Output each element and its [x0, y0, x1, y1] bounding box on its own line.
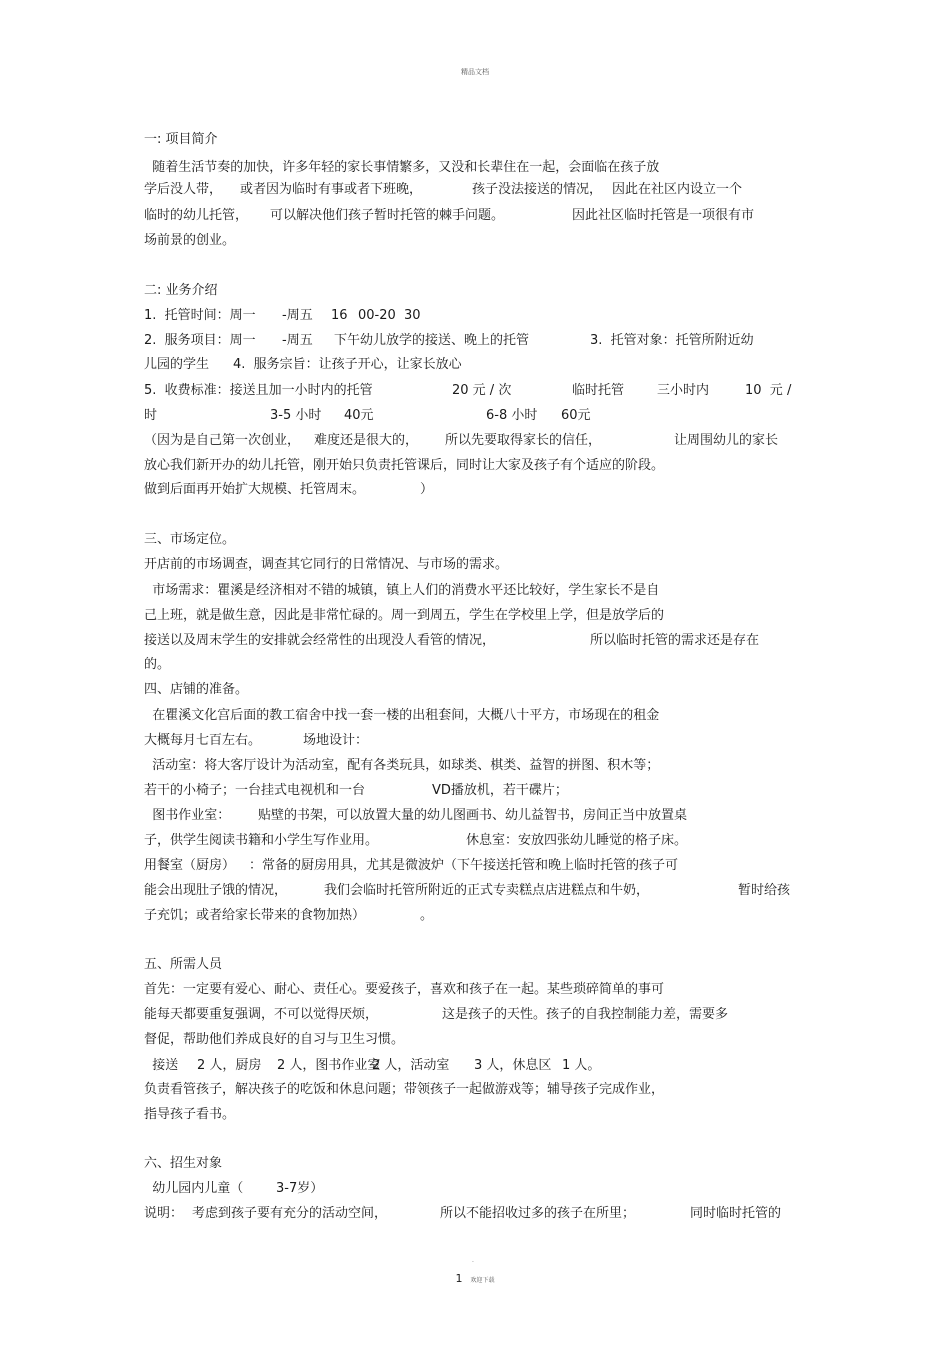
text-segment: VD播放机，若干碟片；	[432, 783, 568, 798]
text-line	[0, 431, 950, 451]
text-segment: 难度还是很大的，	[314, 433, 419, 448]
text-segment: 用餐室（厨房）	[144, 858, 236, 873]
text-segment: 督促，帮助他们养成良好的自习与卫生习惯。	[144, 1032, 405, 1047]
text-line	[0, 281, 950, 301]
text-segment: （因为是自己第一次创业，	[144, 433, 301, 448]
text-line	[0, 456, 950, 476]
text-segment: 子充饥；或者给家长带来的食物加热）	[144, 908, 366, 923]
text-segment: 儿园的学生	[144, 357, 210, 372]
text-segment: 贴壁的书架，可以放置大量的幼儿图画书、幼儿益智书，房间正当中放置桌	[258, 808, 688, 823]
text-line	[0, 706, 950, 726]
text-segment: 能会出现肚子饿的情况，	[144, 883, 288, 898]
text-segment: 接送	[144, 1058, 179, 1073]
text-line	[0, 406, 950, 426]
text-segment: 三小时内	[657, 383, 710, 398]
text-segment: 休息室：安放四张幼儿睡觉的格子床。	[466, 833, 688, 848]
text-line	[0, 1204, 950, 1224]
text-segment: -周五	[282, 308, 313, 323]
text-segment: 因此在社区内设立一个	[612, 182, 743, 197]
text-segment: 2 人，图书作业室	[277, 1058, 381, 1073]
text-line	[0, 1154, 950, 1174]
text-segment: 活动室：将大客厅设计为活动室，配有各类玩具，如球类、棋类、益智的拼图、积木等；	[144, 758, 660, 773]
text-line	[0, 906, 950, 926]
text-segment: 学后没人带，	[144, 182, 223, 197]
text-segment: 孩子没法接送的情况，	[472, 182, 603, 197]
text-line	[0, 1179, 950, 1199]
text-line	[0, 1030, 950, 1050]
text-line	[0, 631, 950, 651]
text-segment: 负责看管孩子，解决孩子的吃饭和休息问题；带领孩子一起做游戏等；辅导孩子完成作业，	[144, 1082, 665, 1097]
text-segment: 40元	[344, 408, 374, 423]
text-segment: 1. 托管时间：周一	[144, 308, 256, 323]
page-footer	[0, 1257, 950, 1286]
text-segment: ）	[420, 482, 434, 497]
text-segment: 下午幼儿放学的接送、晚上的托管	[334, 333, 530, 348]
text-line	[0, 1080, 950, 1100]
text-line	[0, 480, 950, 500]
text-segment: -周五	[282, 333, 313, 348]
text-segment: 的。	[144, 657, 171, 672]
text-segment: 一: 项目简介	[144, 132, 218, 147]
text-segment: 00-20	[358, 308, 396, 323]
text-line	[0, 331, 950, 351]
text-line	[0, 781, 950, 801]
text-segment: 时	[144, 408, 158, 423]
text-segment: 2 人，活动室	[372, 1058, 450, 1073]
text-segment: 大概每月七百左右。	[144, 733, 262, 748]
text-segment: 或者因为临时有事或者下班晚，	[240, 182, 423, 197]
text-line	[0, 680, 950, 700]
text-segment: 若干的小椅子；一台挂式电视机和一台	[144, 783, 366, 798]
text-line	[0, 831, 950, 851]
text-line	[0, 555, 950, 575]
page-number: 1	[455, 1272, 463, 1285]
text-line	[0, 130, 950, 150]
text-line	[0, 1005, 950, 1025]
footer-note: 欢迎下载	[470, 1277, 495, 1284]
text-segment: 己上班，就是做生意，因此是非常忙碌的。周一到周五，学生在学校里上学，但是放学后的	[144, 608, 665, 623]
text-segment: 六、招生对象	[144, 1156, 223, 1171]
text-segment: 6-8 小时	[486, 408, 538, 423]
page-header: 精品文档	[461, 68, 489, 76]
text-segment: 幼儿园内儿童（	[144, 1181, 244, 1196]
text-segment: 让周围幼儿的家长	[674, 433, 779, 448]
text-line	[0, 655, 950, 675]
text-line	[0, 206, 950, 226]
text-segment: 放心我们新开办的幼儿托管，刚开始只负责托管课后，同时让大家及孩子有个适应的阶段。	[144, 458, 665, 473]
text-segment: 4. 服务宗旨：让孩子开心，让家长放心	[233, 357, 462, 372]
text-line	[0, 881, 950, 901]
text-segment: 子，供学生阅读书籍和小学生写作业用。	[144, 833, 379, 848]
footer-dot: .	[472, 1257, 474, 1264]
text-segment: 首先：一定要有爱心、耐心、责任心。要爱孩子，喜欢和孩子在一起。某些琐碎简单的事可	[144, 982, 665, 997]
text-segment: 2 人，厨房	[197, 1058, 262, 1073]
text-segment: 2. 服务项目：周一	[144, 333, 256, 348]
text-segment: 随着生活节奏的加快，许多年轻的家长事情繁多，又没和长辈住在一起，会面临在孩子放	[144, 160, 660, 175]
text-line	[0, 606, 950, 626]
text-line	[0, 306, 950, 326]
text-segment: 说明：	[144, 1206, 184, 1221]
text-segment: 所以先要取得家长的信任，	[445, 433, 602, 448]
text-segment: 指导孩子看书。	[144, 1107, 236, 1122]
text-line	[0, 731, 950, 751]
text-segment: 我们会临时托管所附近的正式专卖糕点店进糕点和牛奶，	[324, 883, 650, 898]
text-line	[0, 581, 950, 601]
text-line	[0, 231, 950, 251]
text-segment: 考虑到孩子要有充分的活动空间，	[192, 1206, 388, 1221]
text-line	[0, 756, 950, 776]
text-segment: 16	[331, 308, 348, 323]
text-segment: 3 人，休息区	[474, 1058, 552, 1073]
text-segment: 同时临时托管的	[690, 1206, 782, 1221]
text-segment: 临时的幼儿托管，	[144, 208, 249, 223]
text-line	[0, 955, 950, 975]
text-segment: 场前景的创业。	[144, 233, 236, 248]
text-segment: 临时托管	[572, 383, 625, 398]
text-line	[0, 856, 950, 876]
text-segment: 可以解决他们孩子暂时托管的棘手问题。	[270, 208, 505, 223]
text-segment: 在瞿溪文化宫后面的教工宿舍中找一套一楼的出租套间，大概八十平方，市场现在的租金	[144, 708, 660, 723]
text-segment: 做到后面再开始扩大规模、托管周末。	[144, 482, 366, 497]
text-segment: 三、市场定位。	[144, 532, 236, 547]
text-segment: 暂时给孩	[738, 883, 791, 898]
text-segment: 1 人。	[562, 1058, 601, 1073]
text-segment: 3-7岁）	[276, 1181, 324, 1196]
text-segment: 这是孩子的天性。孩子的自我控制能力差，需要多	[442, 1007, 729, 1022]
text-line	[0, 158, 950, 178]
text-line	[0, 355, 950, 375]
text-segment: 市场需求：瞿溪是经济相对不错的城镇，镇上人们的消费水平还比较好，学生家长不是自	[144, 583, 660, 598]
text-line	[0, 1056, 950, 1076]
text-segment: 20 元 / 次	[452, 383, 512, 398]
text-segment: 60元	[561, 408, 591, 423]
text-segment: 30	[404, 308, 421, 323]
text-segment: 能每天都要重复强调，不可以觉得厌烦，	[144, 1007, 379, 1022]
text-segment: 五、所需人员	[144, 957, 223, 972]
text-segment: 因此社区临时托管是一项很有市	[572, 208, 755, 223]
text-segment: 所以临时托管的需求还是存在	[590, 633, 760, 648]
text-segment: 所以不能招收过多的孩子在所里；	[440, 1206, 636, 1221]
text-segment: 四、店铺的准备。	[144, 682, 249, 697]
text-segment: 3. 托管对象：托管所附近幼	[590, 333, 754, 348]
text-line	[0, 1105, 950, 1125]
text-segment: 5. 收费标准：接送且加一小时内的托管	[144, 383, 373, 398]
text-segment: 二: 业务介绍	[144, 283, 218, 298]
text-segment: 10 元 /	[745, 383, 792, 398]
text-segment: 开店前的市场调查，调查其它同行的日常情况、与市场的需求。	[144, 557, 509, 572]
text-line	[0, 530, 950, 550]
text-line	[0, 180, 950, 200]
text-line	[0, 806, 950, 826]
text-segment: 场地设计：	[303, 733, 369, 748]
text-line	[0, 980, 950, 1000]
text-segment: 接送以及周末学生的安排就会经常性的出现没人看管的情况，	[144, 633, 496, 648]
text-line	[0, 381, 950, 401]
text-segment: 3-5 小时	[270, 408, 322, 423]
text-segment: ：常备的厨房用具，尤其是微波炉（下午接送托管和晚上临时托管的孩子可	[249, 858, 679, 873]
text-segment: 图书作业室：	[144, 808, 231, 823]
text-segment: 。	[420, 908, 434, 923]
